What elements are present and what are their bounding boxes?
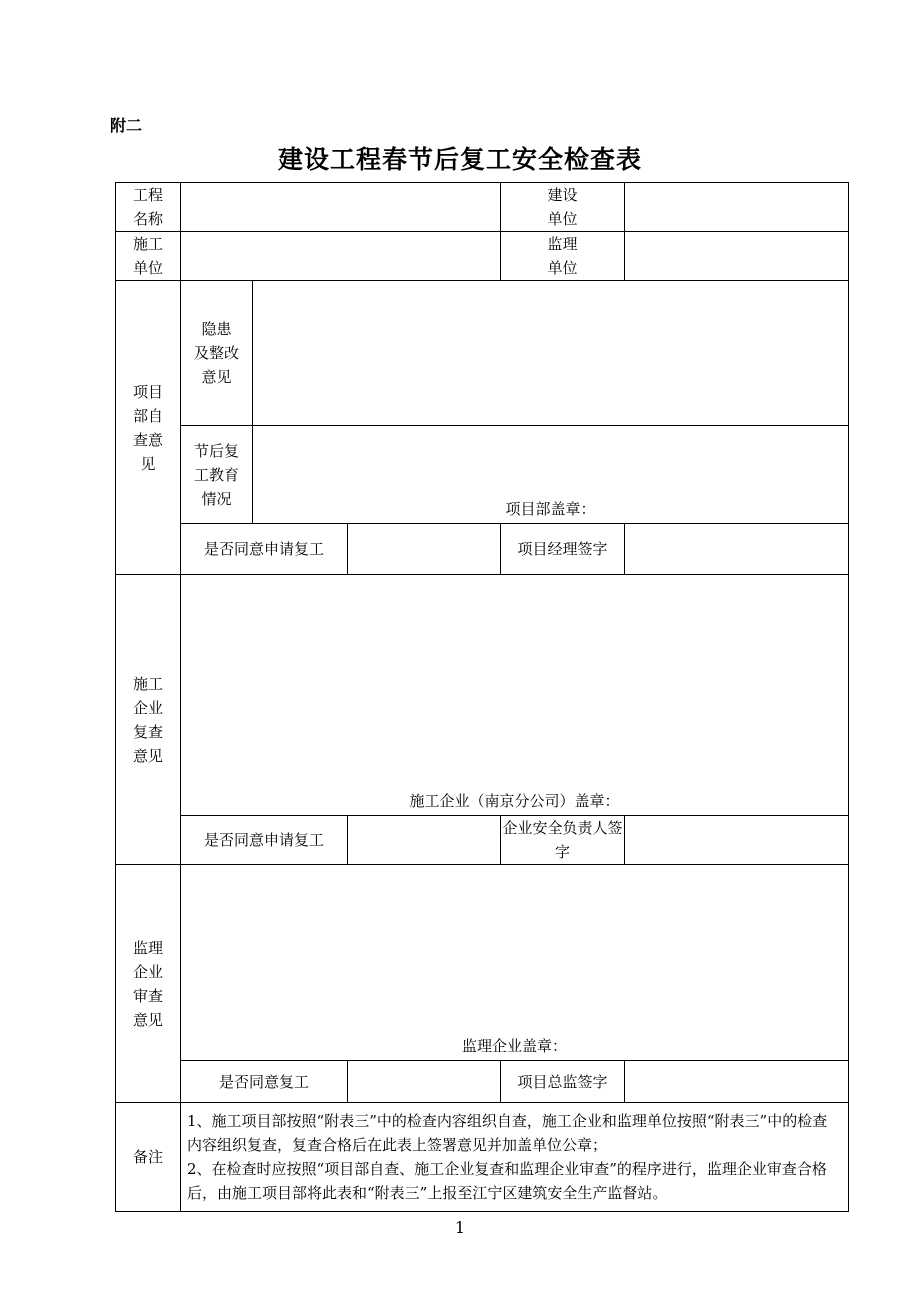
company-check-field[interactable]	[181, 575, 849, 816]
education-field[interactable]	[253, 426, 849, 524]
owner-unit-field[interactable]	[625, 183, 849, 232]
project-manager-signature-field[interactable]	[625, 524, 849, 575]
supervision-stamp-label: 监理企业盖章：	[462, 1037, 568, 1055]
project-name-field[interactable]	[181, 183, 501, 232]
education-label: 节后复 工教育 情况	[181, 426, 253, 524]
project-manager-signature-label: 项目经理签字	[501, 524, 625, 575]
safety-officer-signature-label: 企业安全负责人签字	[501, 816, 625, 865]
remarks-text: 1、施工项目部按照“附表三”中的检查内容组织自查，施工企业和监理单位按照“附表三”中的检查内容组织复查，复查合格后在此表上签署意见并加盖单位公章； 2、在检查时应按照“项目部自查、施工企业复查和监理企业审查”的程序进行，监理企业审查合格后，由施工项目部将此表和“附表三”上报至江宁区建筑安全生产监督站。	[181, 1103, 849, 1212]
company-check-label: 施工 企业 复查 意见	[116, 575, 181, 865]
safety-officer-signature-field[interactable]	[625, 816, 849, 865]
inspection-table	[115, 182, 849, 1212]
self-check-agree-label: 是否同意申请复工	[181, 524, 348, 575]
company-stamp-label: 施工企业（南京分公司）盖章：	[409, 792, 620, 810]
project-name-label: 工程 名称	[116, 183, 181, 232]
supervision-unit-label: 监理 单位	[501, 232, 625, 281]
hazards-label: 隐患 及整改 意见	[181, 281, 253, 426]
chief-supervisor-signature-label: 项目总监签字	[501, 1061, 625, 1103]
construction-unit-field[interactable]	[181, 232, 501, 281]
construction-unit-label: 施工 单位	[116, 232, 181, 281]
supervision-agree-label: 是否同意复工	[181, 1061, 348, 1103]
self-check-agree-field[interactable]	[348, 524, 501, 575]
chief-supervisor-signature-field[interactable]	[625, 1061, 849, 1103]
supervision-agree-field[interactable]	[348, 1061, 501, 1103]
supervision-unit-field[interactable]	[625, 232, 849, 281]
page-number: 1	[454, 1218, 466, 1237]
owner-unit-label: 建设 单位	[501, 183, 625, 232]
attachment-label: 附二	[110, 116, 143, 135]
company-agree-label: 是否同意申请复工	[181, 816, 348, 865]
supervision-check-field[interactable]	[181, 865, 849, 1061]
self-check-label: 项目 部自 查意 见	[116, 281, 181, 575]
self-check-stamp-label: 项目部盖章：	[505, 500, 596, 518]
remarks-label: 备注	[116, 1103, 181, 1212]
supervision-check-label: 监理 企业 审查 意见	[116, 865, 181, 1103]
company-agree-field[interactable]	[348, 816, 501, 865]
hazards-field[interactable]	[253, 281, 849, 426]
page-title: 建设工程春节后复工安全检查表	[277, 145, 642, 174]
